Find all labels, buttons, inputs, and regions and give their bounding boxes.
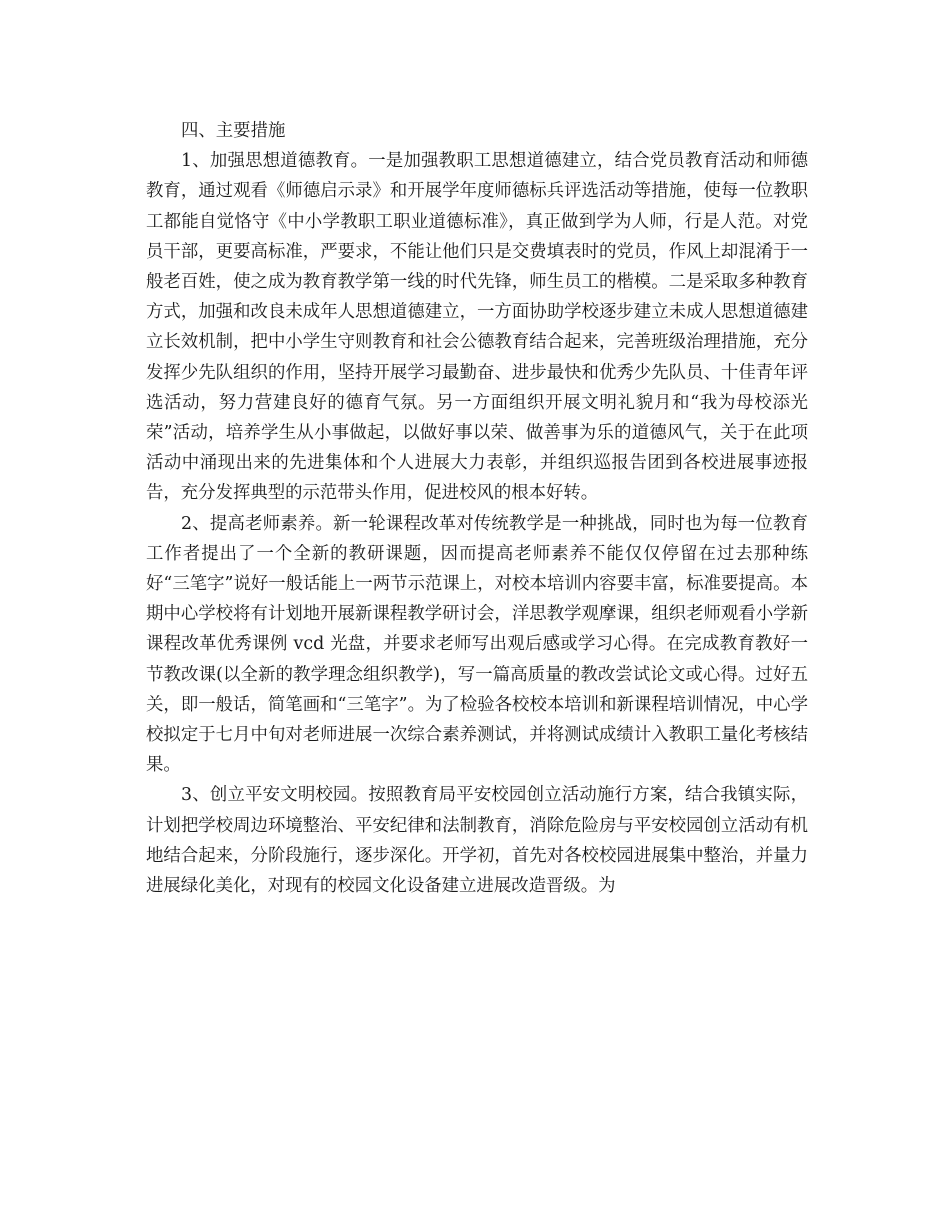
- document-page: [146, 116, 808, 901]
- section-heading: 四、主要措施: [181, 121, 286, 141]
- paragraph-safe-campus: 3、创立平安文明校园。按照教育局平安校园创立活动施行方案，结合我镇实际，计划把学校周边环境整治、平安纪律和法制教育，消除危险房与平安校园创立活动有机地结合起来，分阶段施行，逐步深化。开学初，首先对各校校园进展集中整治，并量力进展绿化美化，对现有的校园文化设备建立进展改造晋级。为: [146, 785, 808, 897]
- paragraph-moral-education: 1、加强思想道德教育。一是加强教职工思想道德建立，结合党员教育活动和师德教育，通过观看《师德启示录》和开展学年度师德标兵评选活动等措施，使每一位教职工都能自觉恪守《中小学教职工职业道德标准》，真正做到学为人师，行是人范。对党员干部，更要高标准，严要求，不能让他们只是交费填表时的党员，作风上却混淆于一般老百姓，使之成为教育教学第一线的时代先锋，师生员工的楷模。二是采取多种教育方式，加强和改良未成年人思想道德建立，一方面协助学校逐步建立未成人思想道德建立长效机制，把中小学生守则教育和社会公德教育结合起来，完善班级治理措施，充分发挥少先队组织的作用，坚持开展学习最勤奋、进步最快和优秀少先队员、十佳青年评选活动，努力营建良好的德育气氛。另一方面组织开展文明礼貌月和“我为母校添光荣”活动，培养学生从小事做起，以做好事以荣、做善事为乐的道德风气，关于在此项活动中涌现出来的先进集体和个人进展大力表彰，并组织巡报告团到各校进展事迹报告，充分发挥典型的示范带头作用，促进校风的根本好转。: [146, 151, 808, 504]
- paragraph-teacher-quality: 2、提高老师素养。新一轮课程改革对传统教学是一种挑战，同时也为每一位教育工作者提出了一个全新的教研课题，因而提高老师素养不能仅仅停留在过去那种练好“三笔字”说好一般话能上一两节示范课上，对校本培训内容要丰富，标准要提高。本期中心学校将有计划地开展新课程教学研讨会，洋思教学观摩课，组织老师观看小学新课程改革优秀课例 vcd 光盘，并要求老师写出观后感或学习心得。在完成教育教好一节教改课(以全新的教学理念组织教学)，写一篇高质量的教改尝试论文或心得。过好五关，即一般话，简笔画和“三笔字”。为了检验各校校本培训和新课程培训情况，中心学校拟定于七月中旬对老师进展一次综合素养测试，并将测试成绩计入教职工量化考核结果。: [146, 513, 808, 776]
